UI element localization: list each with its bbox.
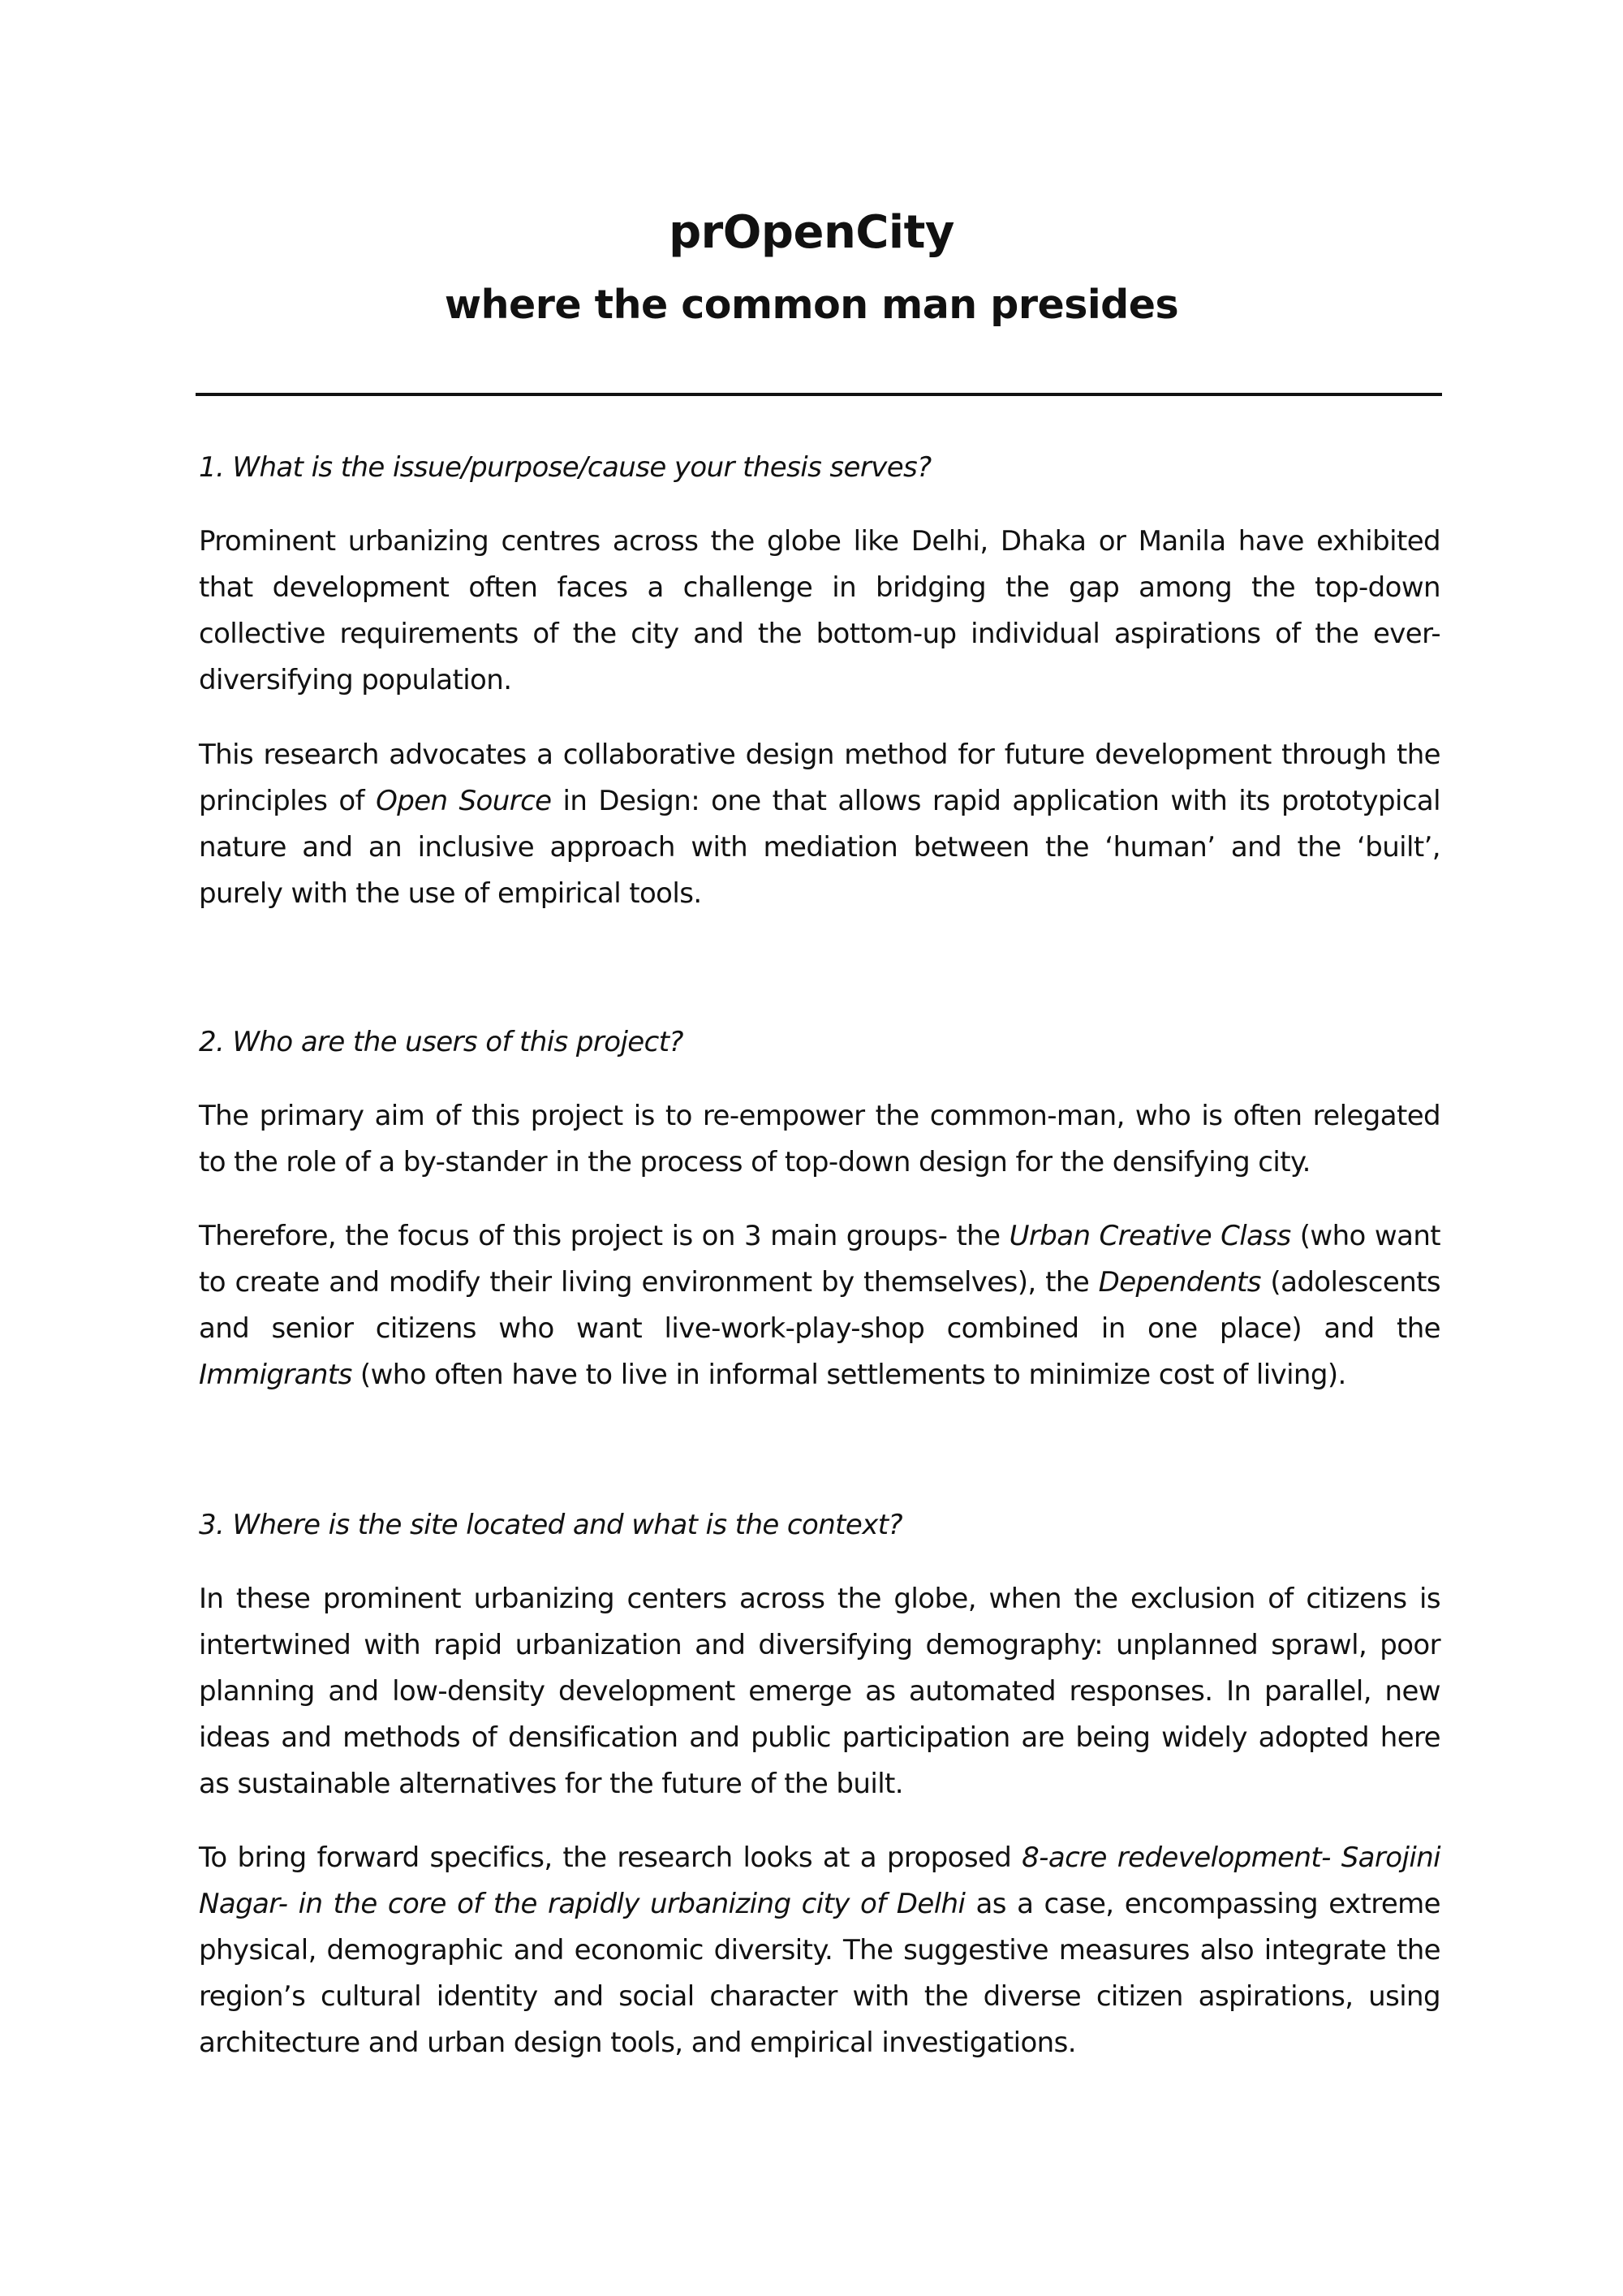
- section-1-paragraph-1: [199, 519, 1440, 704]
- emphasis-site-case: 8-acre redevelopment- Sarojini Nagar- in the core of the rapidly urbanizing city of Delhi: [199, 1842, 1440, 1920]
- emphasis-immigrants: Immigrants: [199, 1359, 352, 1391]
- section-2-paragraph-2: [199, 1213, 1440, 1398]
- paragraph-text: (who often have to live in informal settlements to minimize cost of living).: [351, 1359, 1346, 1391]
- document-subtitle: where the common man presides: [444, 282, 1179, 328]
- paragraph-text: as a case, encompassing extreme physical, demographic and economic diversity. The suggestive measures also integrate the region’s cultural identity and social character with the diverse citizen aspirations, using architecture and urban design tools, and empirical investigations.: [199, 1888, 1440, 2059]
- paragraph-text: Therefore, the focus of this project is on 3 main groups- the: [199, 1220, 1010, 1252]
- section-3-question: 3. Where is the site located and what is the context?: [199, 1509, 902, 1541]
- section-1-paragraph-2: [199, 732, 1440, 917]
- paragraph-text: To bring forward specifics, the research looks at a proposed: [199, 1842, 1022, 1874]
- section-3-paragraph-2: [199, 1835, 1440, 2066]
- paragraph-text: in Design: one that allows rapid application with its prototypical nature and an inclusive approach with mediation between the ‘human’ and the ‘built’, purely with the use of empirical tools.: [199, 785, 1440, 910]
- emphasis-open-source: Open Source: [376, 785, 552, 817]
- emphasis-dependents: Dependents: [1098, 1266, 1261, 1299]
- section-3-paragraph-1: [199, 1576, 1440, 1807]
- emphasis-urban-creative-class: Urban Creative Class: [1009, 1220, 1291, 1252]
- section-2-question: 2. Who are the users of this project?: [199, 1026, 683, 1058]
- title-divider: [196, 393, 1442, 396]
- paragraph-text: This research advocates a collaborative design method for future development through the principles of: [199, 739, 1440, 817]
- paragraph-text: In these prominent urbanizing centers across the globe, when the exclusion of citizens is intertwined with rapid urbanization and diversifying demography: unplanned sprawl, poor planning and low-density development emerge as automated responses. In parallel, new ideas and methods of densification and public participation are being widely adopted here as sustainable alternatives for the future of the built.: [199, 1583, 1440, 1800]
- paragraph-text: Prominent urbanizing centres across the globe like Delhi, Dhaka or Manila have exhibited that development often faces a challenge in bridging the gap among the top-down collective requirements of the city and the bottom-up individual aspirations of the ever-diversifying population.: [199, 525, 1440, 696]
- section-2-paragraph-1: [199, 1093, 1440, 1186]
- section-1-question: 1. What is the issue/purpose/cause your thesis serves?: [199, 451, 932, 484]
- paragraph-text: The primary aim of this project is to re-empower the common-man, who is often relegated to the role of a by-stander in the process of top-down design for the densifying city.: [199, 1100, 1440, 1178]
- paragraph-text: (adolescents and senior citizens who want live-work-play-shop combined in one place) and the: [199, 1266, 1440, 1345]
- document-title: prOpenCity: [669, 206, 954, 259]
- paragraph-text: (who want to create and modify their living environment by themselves), the: [199, 1220, 1441, 1299]
